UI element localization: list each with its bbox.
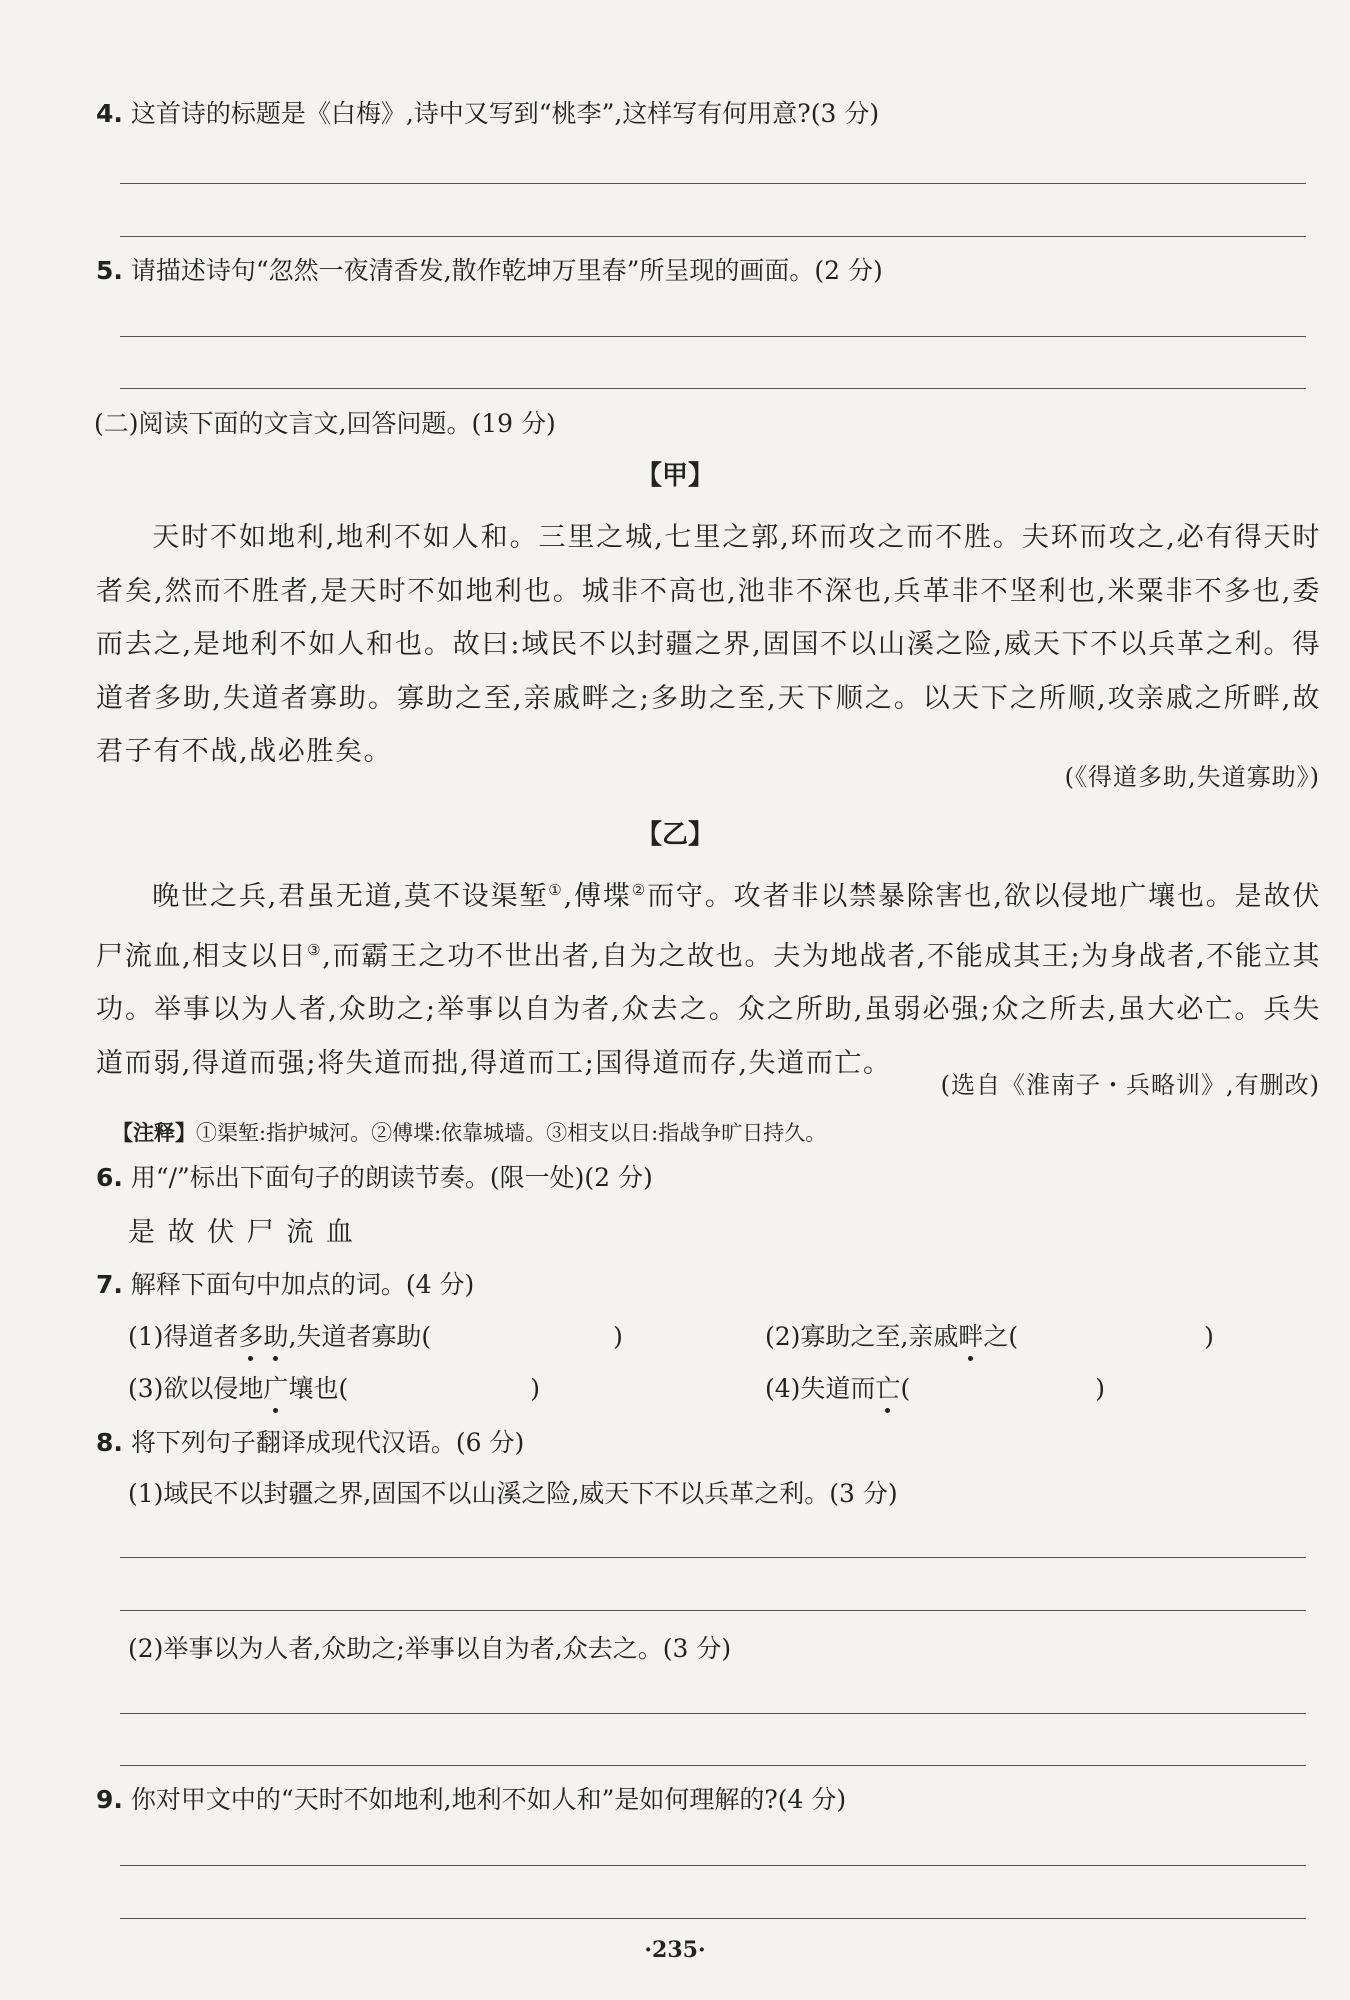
vocab-item-3: (3)欲以侵地广壤也( ) bbox=[128, 1371, 540, 1407]
answer-line[interactable] bbox=[120, 183, 1306, 184]
translation-item-1: (1)域民不以封疆之界,固国不以山溪之险,威天下不以兵革之利。(3 分) bbox=[128, 1479, 898, 1508]
question-4 bbox=[96, 96, 879, 132]
answer-line[interactable] bbox=[120, 236, 1306, 237]
answer-line[interactable] bbox=[120, 336, 1306, 337]
vocab-item-2: (2)寡助之至,亲戚畔之( ) bbox=[765, 1319, 1214, 1355]
vocab-item-4: (4)失道而亡( ) bbox=[765, 1371, 1105, 1407]
question-number: 7. bbox=[96, 1270, 123, 1299]
section-heading: (二)阅读下面的文言文,回答问题。(19 分) bbox=[94, 409, 556, 438]
dotted-word: 广 bbox=[263, 1371, 288, 1407]
footnote-marker: ③ bbox=[307, 940, 323, 959]
annotation-text: ①渠堑:指护城河。②傅堞:依靠城墙。③相支以日:指战争旷日持久。 bbox=[196, 1121, 827, 1145]
rhythm-sentence[interactable]: 是 故 伏 尸 流 血 bbox=[128, 1217, 355, 1248]
footnote-marker: ① bbox=[548, 881, 564, 899]
translation-item-2: (2)举事以为人者,众助之;举事以自为者,众去之。(3 分) bbox=[128, 1634, 732, 1663]
question-text: 将下列句子翻译成现代汉语。(6 分) bbox=[122, 1428, 525, 1457]
question-7 bbox=[96, 1267, 474, 1303]
question-text: 用“/”标出下面句子的朗读节奏。(限一处)(2 分) bbox=[122, 1163, 653, 1192]
dotted-word: 多 bbox=[238, 1319, 263, 1355]
question-9 bbox=[96, 1782, 846, 1818]
answer-line[interactable] bbox=[120, 1713, 1306, 1714]
question-text: 解释下面句中加点的词。(4 分) bbox=[122, 1270, 475, 1299]
answer-line[interactable] bbox=[120, 388, 1306, 389]
question-text: 请描述诗句“忽然一夜清香发,散作乾坤万里春”所呈现的画面。(2 分) bbox=[122, 256, 883, 285]
answer-line[interactable] bbox=[120, 1557, 1306, 1558]
annotation-label: 【注释】 bbox=[112, 1121, 196, 1145]
question-text: 你对甲文中的“天时不如地利,地利不如人和”是如何理解的?(4 分) bbox=[122, 1785, 847, 1814]
dotted-word: 助 bbox=[263, 1319, 288, 1355]
dotted-word: 畔 bbox=[958, 1319, 983, 1355]
passage-yi-text: 晚世之兵,君虽无道,莫不设渠堑①,傅堞②而守。攻者非以禁暴除害也,欲以侵地广壤也。是故伏尸流血,相支以日③,而霸王之功不世出者,自为之故也。夫为地战者,不能成其王;为身战者,不能立其功。举事以为人者,众助之;举事以自为者,众去之。众之所助,虽弱必强;众之所去,虽大必亡。兵失道而弱,得道而强;将失道而拙,得道而工;国得道而存,失道而亡。 bbox=[96, 881, 1321, 1079]
passage-jia-source: (《得道多助,失道寡助》) bbox=[1064, 763, 1320, 791]
page-number: ·235· bbox=[644, 1937, 706, 1963]
question-number: 8. bbox=[96, 1428, 123, 1457]
question-text: 这首诗的标题是《白梅》,诗中又写到“桃李”,这样写有何用意?(3 分) bbox=[122, 99, 880, 128]
passage-jia-title: 【甲】 bbox=[635, 461, 714, 491]
passage-yi-source: (选自《淮南子・兵略训》,有删改) bbox=[940, 1071, 1320, 1099]
question-number: 4. bbox=[96, 99, 123, 128]
question-6 bbox=[96, 1160, 653, 1196]
question-number: 6. bbox=[96, 1163, 123, 1192]
answer-line[interactable] bbox=[120, 1918, 1306, 1919]
annotation bbox=[112, 1118, 826, 1148]
passage-jia-text: 天时不如地利,地利不如人和。三里之城,七里之郭,环而攻之而不胜。夫环而攻之,必有得天时者矣,然而不胜者,是天时不如地利也。城非不高也,池非不深也,兵革非不坚利也,米粟非不多也,委而去之,是地利不如人和也。故曰:域民不以封疆之界,固国不以山溪之险,威天下不以兵革之利。得道者多助,失道者寡助。寡助之至,亲戚畔之;多助之至,天下顺之。以天下之所顺,攻亲戚之所畔,故君子有不战,战必胜矣。 bbox=[96, 522, 1321, 767]
answer-line[interactable] bbox=[120, 1610, 1306, 1611]
passage-yi-title: 【乙】 bbox=[635, 820, 714, 850]
answer-line[interactable] bbox=[120, 1765, 1306, 1766]
question-8 bbox=[96, 1425, 524, 1461]
dotted-word: 亡 bbox=[875, 1371, 900, 1407]
vocab-item-1: (1)得道者多助,失道者寡助( ) bbox=[128, 1319, 623, 1355]
question-number: 9. bbox=[96, 1785, 123, 1814]
question-number: 5. bbox=[96, 256, 123, 285]
footnote-marker: ② bbox=[631, 881, 648, 899]
answer-line[interactable] bbox=[120, 1865, 1306, 1866]
question-5 bbox=[96, 253, 883, 289]
